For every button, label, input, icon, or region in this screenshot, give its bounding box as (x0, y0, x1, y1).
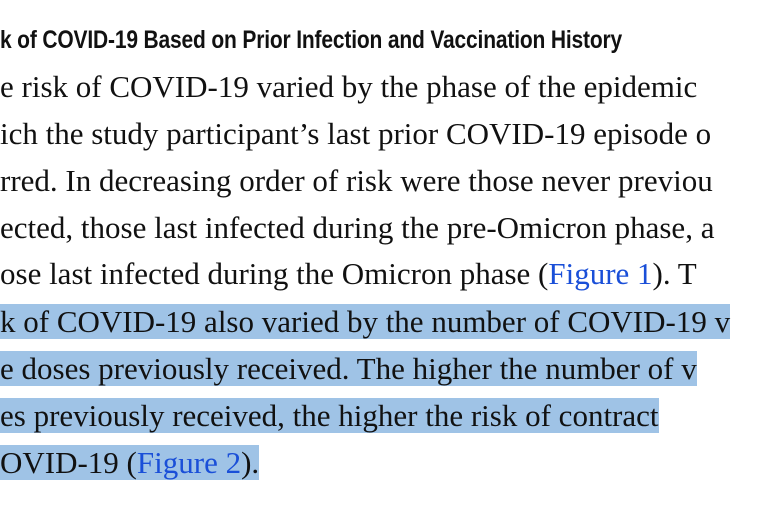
text-segment: e risk of COVID-19 varied by the phase of the epidemic (0, 69, 698, 104)
selected-text-segment: e doses previously received. The higher the number of v (0, 351, 697, 386)
text-line (0, 346, 697, 392)
figure-1-link[interactable]: Figure 1 (548, 256, 653, 291)
text-segment: ose last infected during the Omicron phase ( (0, 256, 549, 291)
text-line (0, 299, 730, 345)
text-line (0, 111, 711, 157)
selected-text-segment: OVID-19 ( (0, 445, 137, 480)
text-line (0, 158, 713, 204)
selected-text-segment: es previously received, the higher the risk of contract (0, 398, 659, 433)
selected-text-segment: ). (241, 445, 260, 480)
text-line (0, 64, 697, 110)
figure-2-link[interactable]: Figure 2 (136, 445, 242, 480)
text-segment: rred. In decreasing order of risk were those never previou (0, 163, 713, 198)
section-heading: k of COVID-19 Based on Prior Infection and Vaccination History (0, 26, 623, 54)
text-line (0, 440, 259, 486)
text-segment: ). T (652, 256, 697, 291)
text-line (0, 393, 659, 439)
text-segment: ich the study participant’s last prior COVID-19 episode o (0, 116, 712, 151)
text-line (0, 251, 697, 297)
text-line (0, 205, 714, 251)
selected-text-segment: k of COVID-19 also varied by the number of COVID-19 v (0, 304, 731, 339)
text-segment: ected, those last infected during the pre-Omicron phase, a (0, 210, 715, 245)
